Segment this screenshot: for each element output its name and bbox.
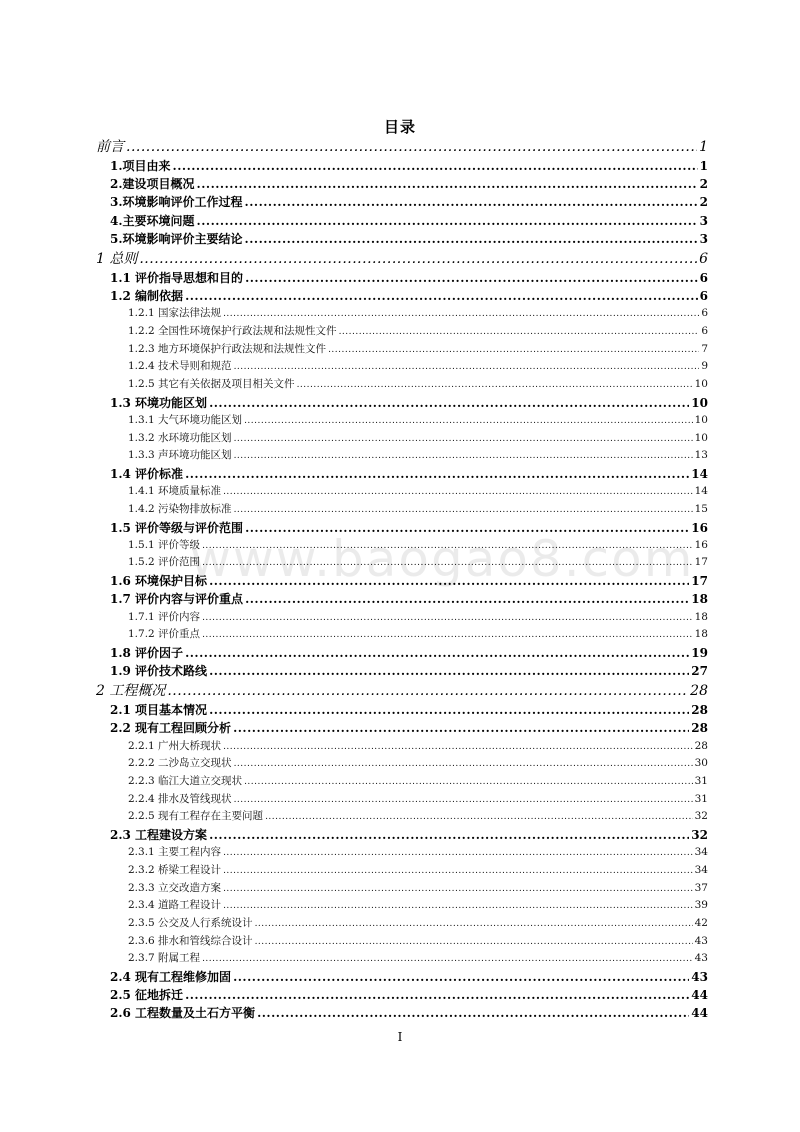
toc-entry-title: 1 总则	[96, 250, 138, 267]
page-number: I	[397, 1030, 403, 1044]
toc-leader-dots	[202, 630, 693, 640]
toc-leader-dots	[244, 777, 693, 787]
toc-entry-page: 14	[694, 485, 708, 498]
toc-leader-dots	[202, 954, 693, 964]
toc-entry-title: 1.2 编制依据	[110, 289, 184, 304]
toc-entry-page: 1	[699, 159, 708, 173]
toc-entry-page: 2	[699, 177, 708, 192]
toc-entry-title: 2.3.6 排水和管线综合设计	[128, 934, 253, 947]
toc-leader-dots	[167, 683, 688, 699]
toc-leader-dots	[185, 988, 689, 1002]
toc-entry-page: 43	[694, 934, 708, 947]
toc-entry[interactable]	[96, 609, 708, 627]
toc-entry[interactable]	[96, 755, 708, 773]
toc-leader-dots	[185, 467, 689, 481]
toc-entry-title: 2.2.3 临江大道立交现状	[128, 775, 243, 787]
toc-entry-title: 2 工程概况	[96, 683, 166, 700]
watermark: www.baogao8.com	[190, 530, 695, 588]
toc-leader-dots	[339, 327, 700, 337]
toc-leader-dots	[202, 558, 693, 568]
toc-entry[interactable]	[96, 862, 708, 880]
toc-entry-title: 2.2.5 现有工程存在主要问题	[128, 810, 264, 823]
toc-entry[interactable]	[96, 662, 708, 680]
toc-leader-dots	[139, 251, 697, 267]
toc-entry-title: 2.3.7 附属工程	[128, 952, 201, 965]
toc-entry[interactable]	[96, 572, 708, 590]
toc-entry-title: 2.1 项目基本情况	[110, 703, 208, 718]
toc-entry-title: 2.2.2 二沙岛立交现状	[128, 757, 232, 770]
toc-entry-title: 1.8 评价因子	[110, 645, 184, 660]
toc-entry[interactable]	[96, 791, 708, 809]
toc-leader-dots	[234, 434, 693, 444]
toc-entry-page: 44	[691, 1006, 708, 1021]
toc-leader-dots	[233, 721, 689, 735]
toc-entry[interactable]	[96, 680, 708, 701]
toc-leader-dots	[223, 487, 693, 497]
toc-leader-dots	[209, 828, 689, 842]
toc-entry-page: 10	[694, 413, 708, 426]
toc-leader-dots	[245, 592, 689, 606]
toc-entry-page: 32	[691, 828, 708, 843]
toc-entry-title: 1.2.5 其它有关依据及项目相关文件	[128, 378, 295, 391]
toc-entry-page: 34	[694, 863, 708, 876]
toc-entry-title: 1.5.1 评价等级	[128, 538, 201, 551]
toc-entry-title: 1.3 环境功能区划	[110, 395, 208, 410]
toc-entry-title: 2.3.3 立交改造方案	[128, 881, 222, 894]
toc-entry-title: 2.3.1 主要工程内容	[128, 846, 222, 859]
toc-leader-dots	[223, 742, 693, 752]
toc-entry[interactable]	[96, 719, 708, 737]
toc-entry-page: 6	[699, 270, 708, 285]
toc-leader-dots	[197, 214, 698, 228]
toc-entry-title: 1.2.2 全国性环境保护行政法规和法规性文件	[128, 325, 337, 337]
toc-entry-title: 2.5 征地拆迁	[110, 988, 184, 1003]
toc-entry[interactable]	[96, 986, 708, 1004]
toc-entry-title: 1.6 环境保护目标	[110, 574, 208, 589]
toc-leader-dots	[245, 521, 689, 535]
toc-entry-title: 2.2.1 广州大桥现状	[128, 739, 222, 752]
toc-entry[interactable]	[96, 808, 708, 826]
toc-leader-dots	[223, 866, 693, 876]
toc-entry-title: 2.6 工程数量及土石方平衡	[110, 1006, 256, 1021]
toc-leader-dots	[209, 664, 689, 678]
toc-entry[interactable]	[96, 136, 708, 157]
toc-leader-dots	[234, 451, 693, 461]
toc-entry[interactable]	[96, 323, 708, 341]
toc-entry-title: 1.3.2 水环境功能区划	[128, 431, 232, 444]
toc-entry[interactable]	[96, 230, 708, 248]
toc-entry[interactable]	[96, 483, 708, 501]
toc-entry-page: 6	[701, 325, 708, 337]
toc-leader-dots	[245, 232, 698, 246]
toc-entry-title: 1.7 评价内容与评价重点	[110, 592, 244, 607]
toc-entry-page: 27	[691, 664, 708, 679]
toc-entry-title: 2.4 现有工程维修加固	[110, 970, 232, 985]
toc-leader-dots	[197, 177, 698, 191]
toc-leader-dots	[223, 901, 693, 911]
toc-leader-dots	[173, 159, 698, 173]
toc-entry-title: 1.7.1 评价内容	[128, 610, 201, 623]
toc-entry-page: 16	[691, 520, 708, 535]
toc-entry[interactable]	[96, 701, 708, 719]
toc-entry-page: 13	[694, 449, 708, 462]
toc-leader-dots	[202, 613, 693, 623]
toc-entry[interactable]	[96, 880, 708, 898]
toc-entry-page: 18	[694, 610, 708, 623]
toc-leader-dots	[202, 541, 693, 551]
toc-entry[interactable]	[96, 644, 708, 662]
toc-entry-page: 15	[694, 502, 708, 515]
toc-entry[interactable]	[96, 412, 708, 430]
toc-entry-page: 6	[699, 289, 708, 304]
toc-entry[interactable]	[96, 447, 708, 465]
toc-entry-page: 42	[694, 917, 708, 929]
toc-entry[interactable]	[96, 394, 708, 412]
toc-entry[interactable]	[96, 537, 708, 555]
toc-entry-title: 1.3.3 声环境功能区划	[128, 449, 232, 462]
toc-entry-page: 10	[691, 395, 708, 410]
toc-leader-dots	[223, 884, 693, 894]
toc-entry-title: 前言	[96, 139, 124, 155]
toc-leader-dots	[245, 271, 698, 285]
toc-leader-dots	[126, 139, 697, 155]
toc-entry[interactable]	[96, 897, 708, 915]
toc-leader-dots	[234, 795, 693, 805]
toc-leader-dots	[185, 646, 689, 660]
toc-entry-page: 31	[694, 792, 708, 805]
toc-leader-dots	[257, 1006, 689, 1020]
toc-entry[interactable]	[96, 212, 708, 230]
toc-entry-page: 43	[691, 970, 708, 985]
toc-entry-title: 1.2.4 技术导则和规范	[128, 360, 232, 373]
toc-entry-page: 3	[699, 213, 708, 228]
toc-entry-page: 28	[691, 721, 708, 736]
toc-entry[interactable]	[96, 590, 708, 608]
toc-entry-page: 7	[701, 342, 708, 355]
toc-entry-title: 2.3.2 桥梁工程设计	[128, 863, 222, 876]
toc-entry[interactable]	[96, 950, 708, 968]
toc-entry-page: 6	[699, 250, 708, 267]
toc-entry-page: 37	[694, 881, 708, 894]
toc-entry-page: 30	[694, 757, 708, 770]
toc-entry-page: 10	[694, 378, 708, 391]
toc-entry-page: 28	[691, 703, 708, 718]
toc-entry-title: 1.3.1 大气环境功能区划	[128, 413, 243, 426]
toc-leader-dots	[209, 574, 689, 588]
toc-leader-dots	[233, 970, 689, 984]
toc-entry[interactable]	[96, 175, 708, 193]
toc-entry-page: 17	[691, 574, 708, 589]
toc-leader-dots	[265, 812, 693, 822]
toc-entry-page: 14	[691, 467, 708, 481]
toc-leader-dots	[223, 309, 699, 319]
toc-entry-title: 2.2.4 排水及管线现状	[128, 792, 232, 805]
toc-entry[interactable]	[96, 465, 708, 483]
toc-entry-title: 1.项目由来	[110, 159, 171, 173]
toc-entry[interactable]	[96, 519, 708, 537]
toc-entry[interactable]	[96, 430, 708, 448]
toc-entry-title: 2.建设项目概况	[110, 177, 195, 192]
toc-entry-page: 9	[701, 360, 708, 373]
toc-entry-page: 2	[699, 195, 708, 210]
toc-title: 目录	[383, 118, 416, 136]
toc-entry-page: 16	[694, 538, 708, 551]
toc-entry-title: 4.主要环境问题	[110, 213, 195, 228]
toc-entry[interactable]	[96, 248, 708, 269]
toc-entry[interactable]	[96, 1004, 708, 1022]
toc-entry-page: 10	[694, 431, 708, 444]
toc-entry-title: 1.5.2 评价范围	[128, 556, 201, 569]
toc-leader-dots	[209, 703, 689, 717]
toc-entry-title: 1.2.3 地方环境保护行政法规和法规性文件	[128, 342, 327, 355]
toc-entry-page: 18	[694, 628, 708, 641]
toc-entry-title: 1.1 评价指导思想和目的	[110, 270, 244, 285]
toc-entry-title: 2.2 现有工程回顾分析	[110, 721, 232, 736]
toc-leader-dots	[244, 416, 693, 426]
toc-leader-dots	[255, 919, 693, 929]
toc-entry-title: 5.环境影响评价主要结论	[110, 231, 243, 246]
toc-entry-title: 1.5 评价等级与评价范围	[110, 520, 244, 535]
toc-leader-dots	[297, 380, 693, 390]
toc-leader-dots	[209, 396, 689, 410]
toc-entry[interactable]	[96, 826, 708, 844]
toc-entry[interactable]	[96, 193, 708, 211]
toc-entry[interactable]	[96, 773, 708, 791]
toc-entry-page: 17	[694, 556, 708, 569]
toc-leader-dots	[185, 289, 698, 303]
toc-entry-title: 2.3 工程建设方案	[110, 828, 208, 843]
toc-leader-dots	[328, 345, 699, 355]
toc-entry-title: 1.2.1 国家法律法规	[128, 307, 222, 320]
table-of-contents	[96, 136, 708, 1023]
toc-entry[interactable]	[96, 933, 708, 951]
toc-leader-dots	[234, 759, 693, 769]
toc-leader-dots	[234, 505, 693, 515]
toc-entry-title: 1.7.2 评价重点	[128, 628, 201, 641]
toc-entry-title: 2.3.4 道路工程设计	[128, 899, 222, 912]
toc-entry-title: 2.3.5 公交及人行系统设计	[128, 917, 253, 929]
toc-entry-page: 43	[694, 952, 708, 965]
toc-leader-dots	[234, 362, 700, 372]
toc-entry-title: 1.9 评价技术路线	[110, 664, 208, 679]
toc-entry-page: 1	[699, 139, 708, 155]
toc-entry[interactable]	[96, 738, 708, 756]
toc-entry[interactable]	[96, 844, 708, 862]
toc-entry-title: 1.4 评价标准	[110, 467, 184, 481]
toc-entry[interactable]	[96, 287, 708, 305]
toc-entry-page: 3	[699, 231, 708, 246]
toc-entry-page: 28	[690, 683, 708, 700]
toc-entry-title: 3.环境影响评价工作过程	[110, 195, 243, 210]
toc-entry-page: 31	[694, 775, 708, 787]
toc-entry-title: 1.4.1 环境质量标准	[128, 485, 222, 498]
toc-entry[interactable]	[96, 968, 708, 986]
toc-entry-page: 32	[694, 810, 708, 823]
toc-entry[interactable]	[96, 554, 708, 572]
toc-leader-dots	[223, 848, 693, 858]
toc-entry[interactable]	[96, 626, 708, 644]
toc-entry[interactable]	[96, 358, 708, 376]
toc-entry-title: 1.4.2 污染物排放标准	[128, 502, 232, 515]
toc-entry-page: 6	[701, 307, 708, 320]
toc-entry[interactable]	[96, 157, 708, 175]
toc-entry-page: 44	[691, 988, 708, 1003]
toc-leader-dots	[255, 937, 693, 947]
toc-entry[interactable]	[96, 915, 708, 933]
toc-entry-page: 19	[691, 645, 708, 660]
toc-entry[interactable]	[96, 376, 708, 394]
toc-entry[interactable]	[96, 501, 708, 519]
toc-leader-dots	[245, 195, 698, 209]
toc-entry-page: 28	[694, 739, 708, 752]
toc-entry[interactable]	[96, 341, 708, 359]
toc-entry[interactable]	[96, 269, 708, 287]
toc-entry-page: 34	[694, 846, 708, 859]
toc-entry-page: 18	[691, 592, 708, 607]
toc-entry-page: 39	[694, 899, 708, 912]
toc-entry[interactable]	[96, 305, 708, 323]
